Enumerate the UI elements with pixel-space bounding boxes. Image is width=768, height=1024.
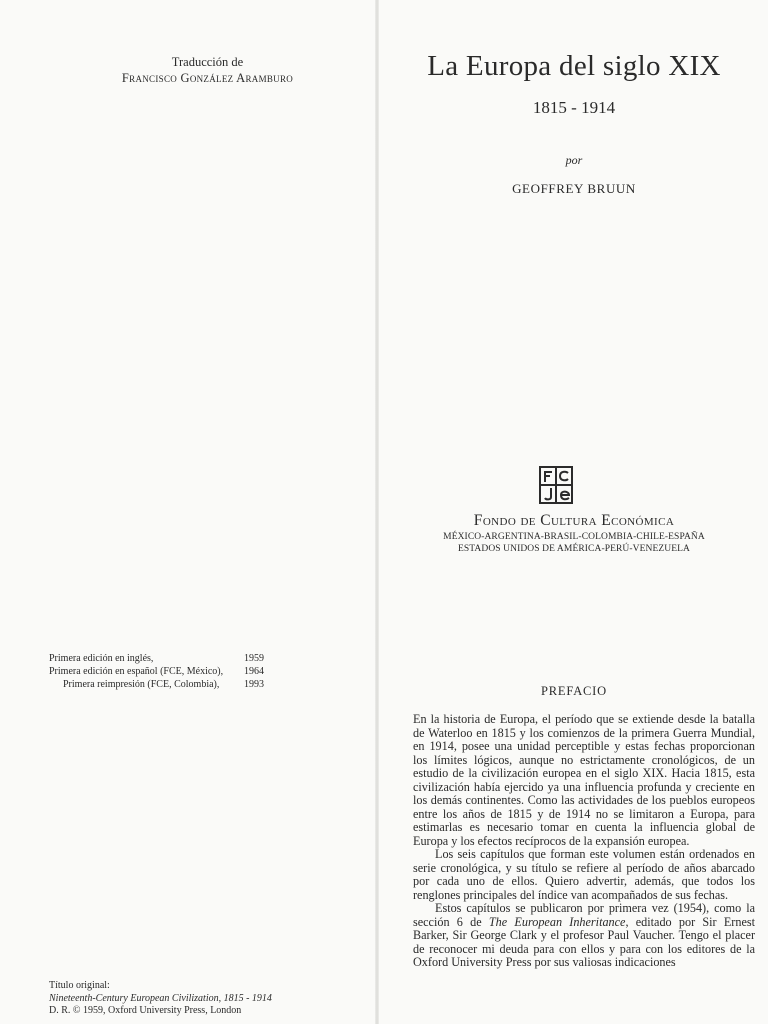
edition-history (49, 652, 274, 691)
book-years: 1815 - 1914 (532, 98, 616, 117)
countries-line: MÉXICO-ARGENTINA-BRASIL-COLOMBIA-CHILE-ESPAÑA (443, 532, 705, 542)
edition-row (49, 665, 274, 678)
fce-logo-icon (539, 466, 573, 504)
translation-label: Traducción de (171, 55, 244, 69)
original-title: Nineteenth-Century European Civilization, 1815 - 1914 (49, 992, 272, 1004)
preface-paragraph (413, 902, 755, 970)
publisher-countries (380, 531, 768, 555)
preface-text-segment: , editado por Sir Ernest Barker, Sir George Clark y el profesor Paul Vaucher. Tengo el placer de reconocer mi deuda para con ellos y para con los editores de la Oxford University Press por sus valiosas indicaciones (413, 914, 755, 969)
by-label: por (565, 153, 583, 167)
edition-year: 1993 (244, 679, 264, 690)
edition-label: Primera edición en español (FCE, México), (49, 666, 224, 677)
edition-year: 1959 (244, 653, 264, 664)
right-page (380, 0, 768, 1024)
translator-credit (60, 54, 355, 86)
preface-paragraph: En la historia de Europa, el período que se extiende desde la batalla de Waterloo en 1815 y los comienzos de la primera Guerra Mundial, en 1914, posee una unidad perceptible y estas fechas proporcionan los límites lógicos, aunque no estrictamente cronológicos, de un estudio de la civilización europea en el siglo XIX. Hacia 1815, esta civilización había ejercido ya una influencia profunda y creciente en los demás continentes. Como las actividades de los pueblos europeos entre los años de 1815 y de 1914 no se limitaron a Europa, para estimarlas es necesario tomar en cuenta la influencia global de Europa y los efectos recíprocos de la expansión europea. (413, 712, 755, 848)
publisher-name: Fondo de Cultura Económica (473, 512, 675, 529)
preface-paragraph: Los seis capítulos que forman este volumen están ordenados en serie cronológica, y su título se refiere al período de años abarcado por cada uno de ellos. Quiero advertir, además, que todos los renglones principales del índice van acompañados de sus fechas. (413, 847, 755, 902)
preface-text-segment: Estos capítulos se publicaron por primera vez (1954), como la sección 6 de (413, 901, 755, 929)
book-spine (375, 0, 379, 1024)
edition-label: Primera reimpresión (FCE, Colombia), (63, 679, 220, 690)
edition-year: 1964 (244, 666, 264, 677)
original-title-label: Título original: (49, 980, 110, 991)
cited-book-title: The European Inheritance (488, 914, 626, 929)
copyright-line: D. R. © 1959, Oxford University Press, London (49, 1005, 242, 1016)
edition-label: Primera edición en inglés, (49, 653, 154, 664)
book-title: La Europa del siglo XIX (427, 50, 721, 82)
translator-name: Francisco González Aramburo (121, 71, 294, 85)
edition-row (49, 652, 274, 665)
preface-title: PREFACIO (541, 684, 607, 698)
author-name: GEOFFREY BRUUN (512, 181, 636, 196)
edition-row (49, 678, 274, 691)
left-page (0, 0, 375, 1024)
preface-text (413, 713, 755, 970)
countries-line: ESTADOS UNIDOS DE AMÉRICA-PERÚ-VENEZUELA (457, 544, 691, 554)
original-title-block (49, 980, 272, 1018)
